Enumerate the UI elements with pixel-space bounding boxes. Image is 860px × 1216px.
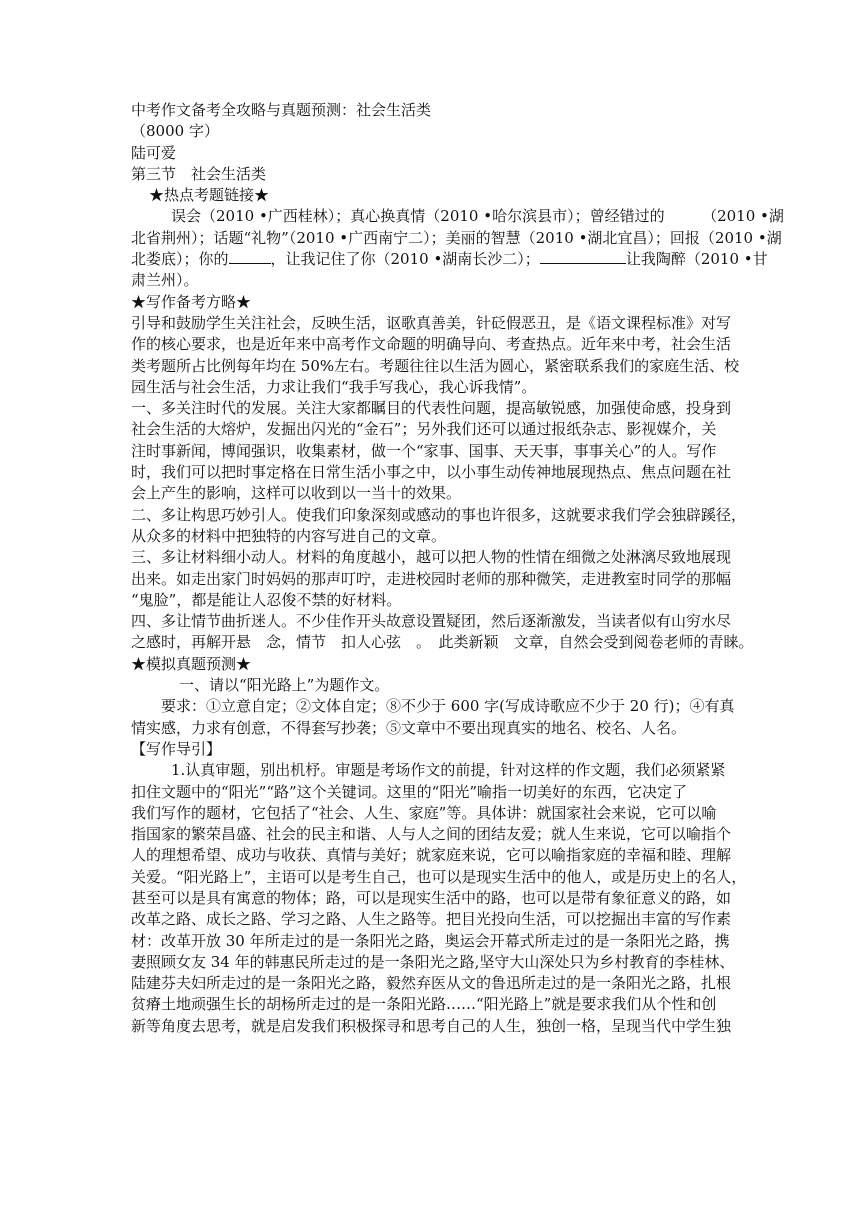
heading-strategy: ★写作备考方略★ bbox=[131, 292, 252, 311]
guide-line: 我们写作的题材，它包括了“社会、人生、家庭”等。具体讲：就国家社会来说，它可以喻 bbox=[131, 803, 717, 822]
paragraph-line: 从众多的材料中把独特的内容写进自己的文章。 bbox=[131, 526, 447, 545]
guide-line: 贫瘠土地顽强生长的胡杨所走过的是一条阳光路……“阳光路上”就是要求我们从个性和创 bbox=[131, 995, 717, 1014]
hot-topics-text-a: 北娄底）；你的 bbox=[131, 250, 229, 269]
paragraph-line: 社会生活的大熔炉，发掘出闪光的“金石”；另外我们还可以通过报纸杂志、影视媒介，关 bbox=[131, 420, 717, 439]
hot-topics-line-3 bbox=[131, 249, 768, 270]
paragraph-line: 园生活与社会生活，力求让我们“我手写我心，我心诉我情”。 bbox=[131, 377, 537, 396]
requirements-line-2: 情实感，力求有创意，不得套写抄袭；⑤文章中不要出现真实的地名、校名、人名。 bbox=[131, 718, 687, 737]
paragraph-line: 一、多关注时代的发展。关注大家都瞩目的代表性问题，提高敏锐感，加强使命感，投身到 bbox=[131, 399, 732, 418]
guide-line: 指国家的繁荣昌盛、社会的民主和谐、人与人之间的团结友爱；就人生来说，它可以喻指个 bbox=[131, 825, 732, 844]
hot-topics-line-1: 误会（2010 •广西桂林）；真心换真情（2010 •哈尔滨县市）；曾经错过的 （2010 •湖 bbox=[171, 207, 784, 226]
paragraph-line: 会上产生的影响，这样可以收到以一当十的效果。 bbox=[131, 484, 462, 503]
paragraph-line: 出来。如走出家门时妈妈的那声叮咛，走进校园时老师的那种微笑，走进教室时同学的那幅 bbox=[131, 569, 732, 588]
paragraph-line: 二、多让构思巧妙引人。使我们印象深刻或感动的事也许很多，这就要求我们学会独辟蹊径， bbox=[131, 505, 747, 524]
fill-blank-1 bbox=[229, 249, 271, 264]
hot-topics-text-b: ，让我记住了你（2010 •湖南长沙二）； bbox=[270, 250, 540, 269]
paragraph-line: 三、多让材料细小动人。材料的角度越小，越可以把人物的性情在细微之处淋漓尽致地展现 bbox=[131, 548, 732, 567]
heading-writing-guide: 【写作导引】 bbox=[131, 739, 222, 758]
hot-topics-line-2: 北省荆州）；话题“礼物”（2010 •广西南宁二）；美丽的智慧（2010 •湖北宜昌）；回报（2010 •湖 bbox=[131, 228, 782, 247]
paragraph-line: 作的核心要求，也是近年来中高考作文命题的明确导向、考查热点。近年来中考，社会生活 bbox=[131, 335, 732, 354]
fill-blank-2 bbox=[540, 249, 626, 264]
guide-line: 关爱。“阳光路上”，主语可以是考生自己，也可以是现实生活中的他人，或是历史上的名人， bbox=[131, 867, 747, 886]
paragraph-line: 时，我们可以把时事定格在日常生活小事之中，以小事生动传神地展现热点、焦点问题在社 bbox=[131, 463, 732, 482]
paragraph-line: 引导和鼓励学生关注社会，反映生活，讴歌真善美，针砭假恶丑，是《语文课程标准》对写 bbox=[131, 313, 732, 332]
section-heading: 第三节 社会生活类 bbox=[131, 164, 267, 183]
guide-line: 改革之路、成长之路、学习之路、人生之路等。把目光投向生活，可以挖掘出丰富的写作素 bbox=[131, 910, 732, 929]
heading-hot-topics: ★热点考题链接★ bbox=[149, 186, 270, 205]
guide-line: 陆建芬夫妇所走过的是一条阳光之路，毅然弃医从文的鲁迅所走过的是一条阳光之路，扎根 bbox=[131, 974, 732, 993]
paragraph-line: 类考题所占比例每年均在 50%左右。考题往往以生活为圆心，紧密联系我们的家庭生活、校 bbox=[131, 356, 740, 375]
guide-line: 甚至可以是具有寓意的物体；路，可以是现实生活中的路，也可以是带有象征意义的路，如 bbox=[131, 888, 732, 907]
doc-title: 中考作文备考全攻略与真题预测：社会生活类 bbox=[131, 101, 432, 119]
document-page bbox=[131, 100, 784, 1037]
guide-line: 人的理想希望、成功与收获、真情与美好；就家庭来说，它可以喻指家庭的幸福和睦、理解 bbox=[131, 846, 732, 865]
word-count: （8000 字） bbox=[131, 122, 219, 141]
guide-line: 1.认真审题，别出机杼。审题是考场作文的前提，针对这样的作文题，我们必须紧紧 bbox=[171, 761, 726, 780]
hot-topics-text-c: 让我陶醉（2010 •甘 bbox=[625, 250, 768, 269]
guide-line: 扣住文题中的“阳光”“路”这个关键词。这里的“阳光”喻指一切美好的东西，它决定了 bbox=[131, 782, 688, 801]
paragraph-line: “鬼脸”，都是能让人忍俊不禁的好材料。 bbox=[131, 590, 402, 609]
guide-line: 新等角度去思考，就是启发我们积极探寻和思考自己的人生，独创一格，呈现当代中学生独 bbox=[131, 1016, 732, 1035]
hot-topics-line-4: 肃兰州）。 bbox=[131, 271, 199, 290]
question-1: 一、请以“阳光路上”为题作文。 bbox=[179, 676, 390, 695]
guide-line: 材：改革开放 30 年所走过的是一条阳光之路，奥运会开幕式所走过的是一条阳光之路，携 bbox=[131, 931, 730, 950]
heading-mock-exam: ★模拟真题预测★ bbox=[131, 654, 252, 673]
paragraph-line: 注时事新闻，博闻强识，收集素材，做一个“家事、国事、天天事，事事关心”的人。写作 bbox=[131, 441, 717, 460]
requirements-line-1: 要求：①立意自定；②文体自定；⑧不少于 600 字(写成诗歌应不少于 20 行)；④有真 bbox=[161, 697, 735, 716]
paragraph-line: 四、多让情节曲折迷人。不少佳作开头故意设置疑团，然后逐渐激发，当读者似有山穷水尽 bbox=[131, 612, 732, 631]
guide-line: 妻照顾女友 34 年的韩惠民所走过的是一条阳光之路,坚守大山深处只为乡村教育的李桂林、 bbox=[131, 952, 735, 971]
paragraph-line: 之感时，再解开悬 念，情节 扣人心弦 。 此类新颖 文章，自然会受到阅卷老师的青睐。 bbox=[131, 633, 754, 652]
author: 陆可爱 bbox=[131, 143, 177, 162]
